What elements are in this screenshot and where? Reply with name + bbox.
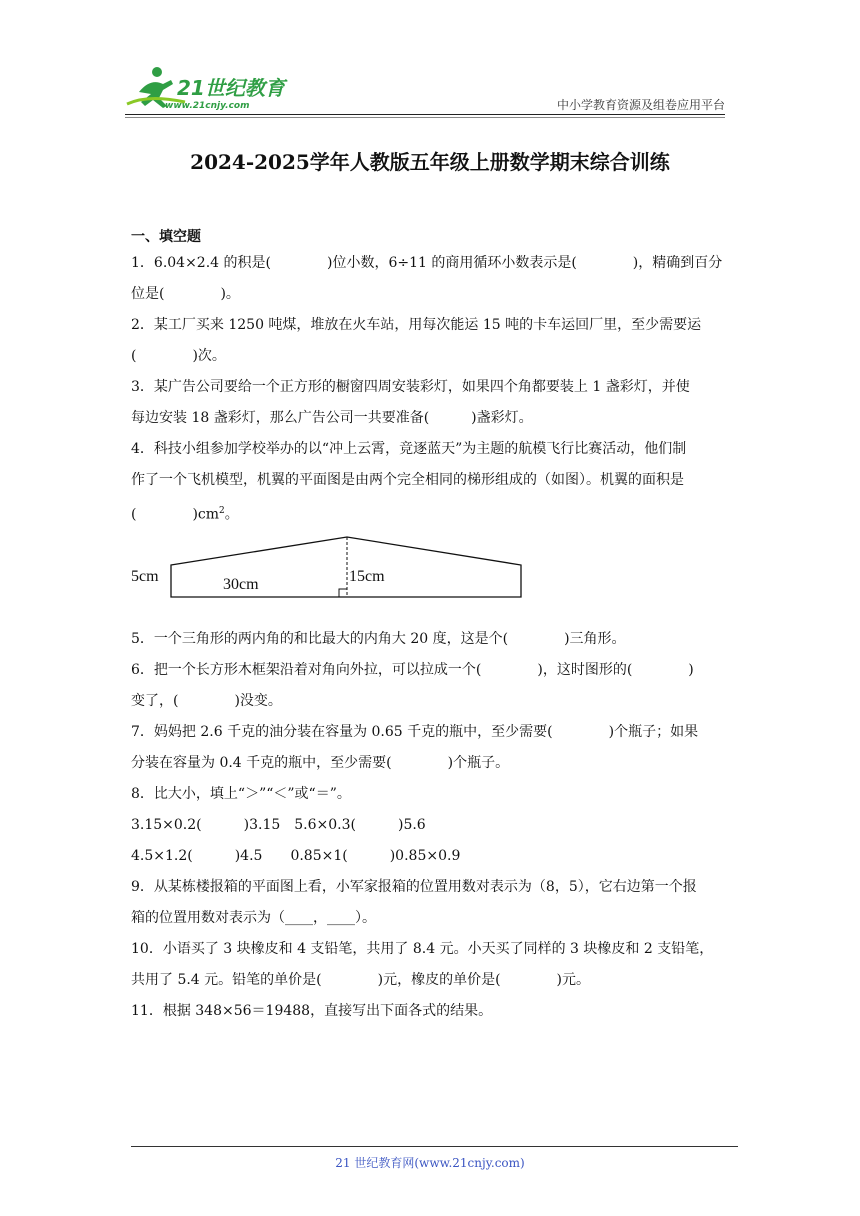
label-left-side: 5cm xyxy=(131,567,159,585)
question-6 xyxy=(131,655,731,717)
question-10-line-2: 共用了 5.4 元。铅笔的单价是( )元，橡皮的单价是( )元。 xyxy=(131,971,591,988)
unit-superscript: 2 xyxy=(219,506,225,516)
logo-url: www.21cnjy.com xyxy=(165,101,250,111)
question-9-line-2: 箱的位置用数对表示为（____，____）。 xyxy=(131,909,376,926)
logo-title: 21世纪教育 xyxy=(177,76,285,100)
page-title: 2024-2025学年人教版五年级上册数学期末综合训练 xyxy=(190,150,670,174)
question-1-line-2: 位是( )。 xyxy=(131,286,240,302)
question-2-line-1: 2．某工厂买来 1250 吨煤，堆放在火车站，用每次能运 15 吨的卡车运回厂里，至少需要运 xyxy=(131,317,702,333)
question-4-line-3 xyxy=(131,496,731,531)
wing-diagram xyxy=(131,531,531,624)
question-8-line-2: 3.15×0.2( )3.15 5.6×0.3( )5.6 xyxy=(131,816,426,833)
question-7-line-1: 7．妈妈把 2.6 千克的油分装在容量为 0.65 千克的瓶中，至少需要( )个瓶子；如果 xyxy=(131,723,699,740)
question-4-end: 。 xyxy=(224,506,239,523)
question-6-line-2: 变了，( )没变。 xyxy=(131,692,282,709)
question-1-line-1: 1．6.04×2.4 的积是( )位小数，6÷11 的商用循环小数表示是( )，精确到百分 xyxy=(131,255,723,271)
question-10 xyxy=(131,934,731,996)
question-3 xyxy=(131,372,731,434)
page-header xyxy=(125,62,725,114)
question-5: 5．一个三角形的两内角的和比最大的内角大 20 度，这是个( )三角形。 xyxy=(131,630,626,647)
question-2-line-2: ( )次。 xyxy=(131,348,226,364)
question-4-answer-blank: ( )cm xyxy=(131,506,220,523)
question-8-line-1: 8．比大小，填上“＞”“＜”或“＝”。 xyxy=(131,785,351,802)
label-height: 15cm xyxy=(349,567,385,585)
question-4-line-1: 4．科技小组参加学校举办的以“冲上云霄，竞逐蓝天”为主题的航模飞行比赛活动，他们制 xyxy=(131,441,687,457)
question-list xyxy=(131,226,731,1027)
question-9-line-1: 9．从某栋楼报箱的平面图上看，小军家报箱的位置用数对表示为（8，5），它右边第一个报 xyxy=(131,878,697,895)
question-2 xyxy=(131,310,731,372)
question-10-line-1: 10．小语买了 3 块橡皮和 4 支铅笔，共用了 8.4 元。小天买了同样的 3 块橡皮和 2 支铅笔， xyxy=(131,940,714,957)
question-11: 11．根据 348×56＝19488，直接写出下面各式的结果。 xyxy=(131,1002,493,1019)
question-8-line-3: 4.5×1.2( )4.5 0.85×1( )0.85×0.9 xyxy=(131,847,461,864)
question-1 xyxy=(131,248,731,310)
footer-rule xyxy=(131,1146,738,1147)
question-7 xyxy=(131,717,731,779)
right-angle-mark xyxy=(339,589,347,597)
question-4-line-2: 作了一个飞机模型，机翼的平面图是由两个完全相同的梯形组成的（如图）。机翼的面积是 xyxy=(131,472,684,488)
question-7-line-2: 分装在容量为 0.4 千克的瓶中，至少需要( )个瓶子。 xyxy=(131,754,510,771)
header-rule-thin xyxy=(125,117,725,118)
question-6-line-1: 6．把一个长方形木框架沿着对角向外拉，可以拉成一个( )，这时图形的( ) xyxy=(131,661,694,678)
footer-link[interactable]: 21 世纪教育网(www.21cnjy.com) xyxy=(335,1156,525,1170)
section-heading: 一、填空题 xyxy=(131,229,201,245)
question-9 xyxy=(131,872,731,934)
header-rule xyxy=(125,114,725,115)
question-8 xyxy=(131,779,731,872)
wing-figure xyxy=(131,531,731,624)
question-3-line-1: 3．某广告公司要给一个正方形的橱窗四周安装彩灯，如果四个角都要装上 1 盏彩灯，并使 xyxy=(131,379,690,395)
question-4 xyxy=(131,434,731,531)
label-base: 30cm xyxy=(223,575,259,593)
logo xyxy=(125,62,300,114)
platform-name: 中小学教育资源及组卷应用平台 xyxy=(556,98,725,112)
question-3-line-2: 每边安装 18 盏彩灯，那么广告公司一共要准备( )盏彩灯。 xyxy=(131,410,533,426)
